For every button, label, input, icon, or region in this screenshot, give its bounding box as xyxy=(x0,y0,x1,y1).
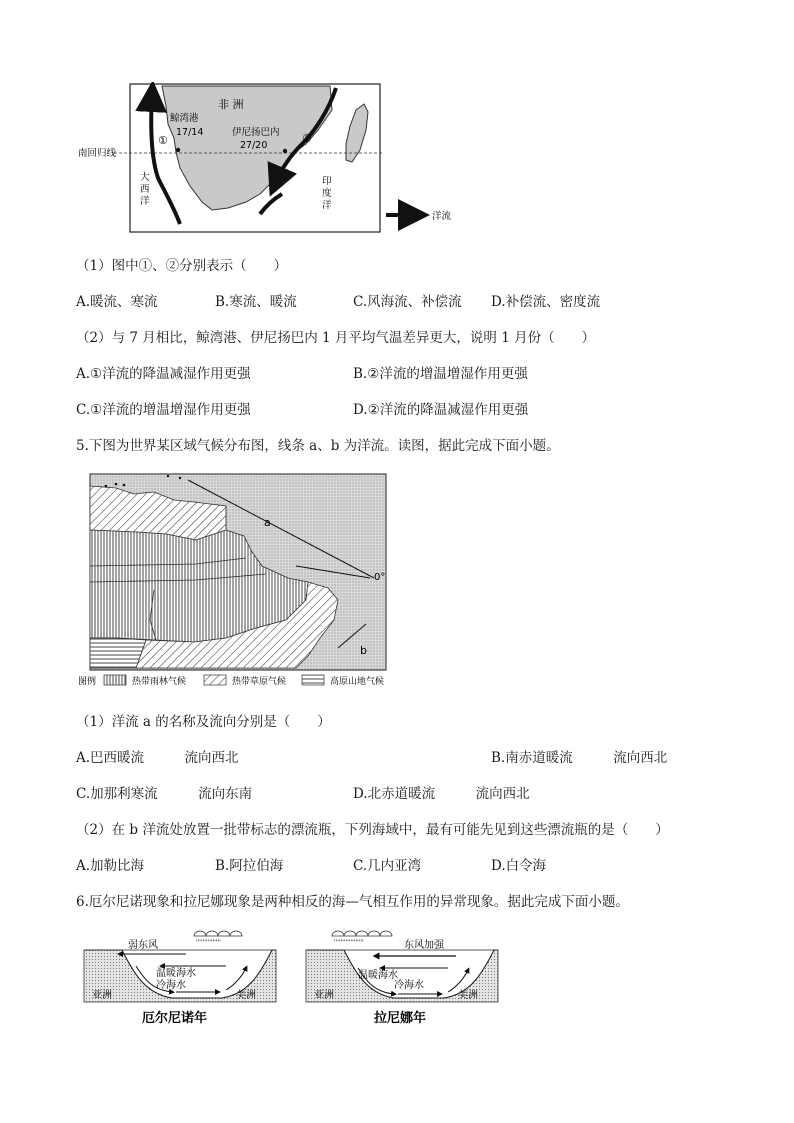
q5-2-option-d: D.白令海 xyxy=(491,858,547,874)
atlantic-char-2: 西 xyxy=(140,184,150,195)
el-nino-asia-label: 亚洲 xyxy=(92,990,112,1001)
la-nina-wind-label: 东风加强 xyxy=(404,940,444,951)
current-2-marker: ② xyxy=(302,132,312,145)
q4-1-option-a: A.暖流、寒流 xyxy=(76,294,158,310)
current-a-label: a xyxy=(264,516,271,529)
legend-rainforest-swatch xyxy=(104,675,126,685)
atlantic-char-3: 洋 xyxy=(140,196,150,207)
legend-rainforest-label: 热带雨林气候 xyxy=(132,677,187,687)
legend-savanna-swatch xyxy=(204,675,226,685)
inhambane-label: 伊尼扬巴内 xyxy=(232,127,280,138)
q4-1-option-d: D.补偿流、密度流 xyxy=(491,294,601,310)
legend-current-label: 洋流 xyxy=(432,211,452,222)
q4-2-option-a: A.①洋流的降温减湿作用更强 xyxy=(76,366,251,382)
inhambane-temp: 27/20 xyxy=(240,140,268,151)
indian-char-2: 度 xyxy=(322,188,332,199)
svg-text:''''''''''''''': ''''''''''''''' xyxy=(196,939,221,946)
legend-highland-label: 高原山地气候 xyxy=(330,677,385,687)
q4-1-option-b: B.寒流、暖流 xyxy=(215,294,297,310)
q5-1-option-c: C.加那利寒流 流向东南 xyxy=(76,786,253,802)
q4-2-option-d: D.②洋流的降温减湿作用更强 xyxy=(353,402,529,418)
svg-text:'''''''''''''''''': '''''''''''''''''' xyxy=(334,939,364,946)
current-1-marker: ① xyxy=(158,134,168,147)
continent-label: 非 洲 xyxy=(218,98,244,111)
atlantic-char-1: 大 xyxy=(140,172,150,183)
q5-2-option-b: B.阿拉伯海 xyxy=(215,858,284,874)
q5-1-option-a: A.巴西暖流 流向西北 xyxy=(76,750,239,766)
q5-1-stem: （1）洋流 a 的名称及流向分别是（ ） xyxy=(76,714,331,730)
q4-2-option-b: B.②洋流的增温增湿作用更强 xyxy=(353,366,528,382)
el-nino-title: 厄尔尼诺年 xyxy=(142,1011,208,1026)
q5-2-option-c: C.几内亚湾 xyxy=(353,858,422,874)
la-nina-panel xyxy=(306,931,498,1026)
la-nina-title: 拉尼娜年 xyxy=(374,1011,427,1026)
q5-1-option-d: D.北赤道暖流 流向西北 xyxy=(353,786,530,802)
q6-stem: 6.厄尔尼诺现象和拉尼娜现象是两种相反的海—气相互作用的异常现象。据此完成下面小题。 xyxy=(76,894,629,910)
walvis-bay-label: 鲸湾港 xyxy=(170,113,199,124)
legend-savanna-label: 热带草原气候 xyxy=(232,677,287,687)
equator-label: 0° xyxy=(374,572,386,583)
q4-2-stem: （2）与 7 月相比，鲸湾港、伊尼扬巴内 1 月平均气温差异更大，说明 1 月份（ ） xyxy=(76,330,596,346)
legend-title: 图例 xyxy=(78,677,97,687)
el-nino-panel xyxy=(84,931,276,1026)
q5-stem: 5.下图为世界某区域气候分布图，线条 a、b 为洋流。读图，据此完成下面小题。 xyxy=(76,438,560,454)
el-nino-wind-label: 弱东风 xyxy=(128,940,158,951)
el-nino-america-label: 美洲 xyxy=(236,990,256,1001)
climate-region-map xyxy=(76,470,406,690)
enso-diagram xyxy=(76,922,516,1034)
highland-area xyxy=(90,638,146,668)
tropic-label: 南回归线 xyxy=(78,148,117,159)
q5-2-option-a: A.加勒比海 xyxy=(76,858,145,874)
la-nina-warm-label: 温暖海水 xyxy=(358,970,398,981)
la-nina-asia-label: 亚洲 xyxy=(314,990,334,1001)
q4-1-option-c: C.风海流、补偿流 xyxy=(353,294,462,310)
indian-char-3: 洋 xyxy=(322,200,332,211)
africa-current-map xyxy=(70,82,540,242)
el-nino-warm-label: 温暖海水 xyxy=(156,968,196,979)
la-nina-cold-label: 冷海水 xyxy=(394,980,424,991)
el-nino-cold-label: 冷海水 xyxy=(156,980,186,991)
walvis-bay-temp: 17/14 xyxy=(176,127,204,138)
legend-highland-swatch xyxy=(302,675,324,685)
inhambane-dot xyxy=(283,149,287,153)
walvis-bay-dot xyxy=(176,148,180,152)
q5-1-option-b: B.南赤道暖流 流向西北 xyxy=(491,750,668,766)
indian-char-1: 印 xyxy=(322,176,332,187)
current-b-label: b xyxy=(360,644,367,657)
la-nina-america-label: 美洲 xyxy=(458,990,478,1001)
q4-2-option-c: C.①洋流的增温增湿作用更强 xyxy=(76,402,251,418)
q4-1-stem: （1）图中①、②分别表示（ ） xyxy=(76,258,288,274)
q5-2-stem: （2）在 b 洋流处放置一批带标志的漂流瓶，下列海域中，最有可能先见到这些漂流瓶的是（ ） xyxy=(76,822,669,838)
